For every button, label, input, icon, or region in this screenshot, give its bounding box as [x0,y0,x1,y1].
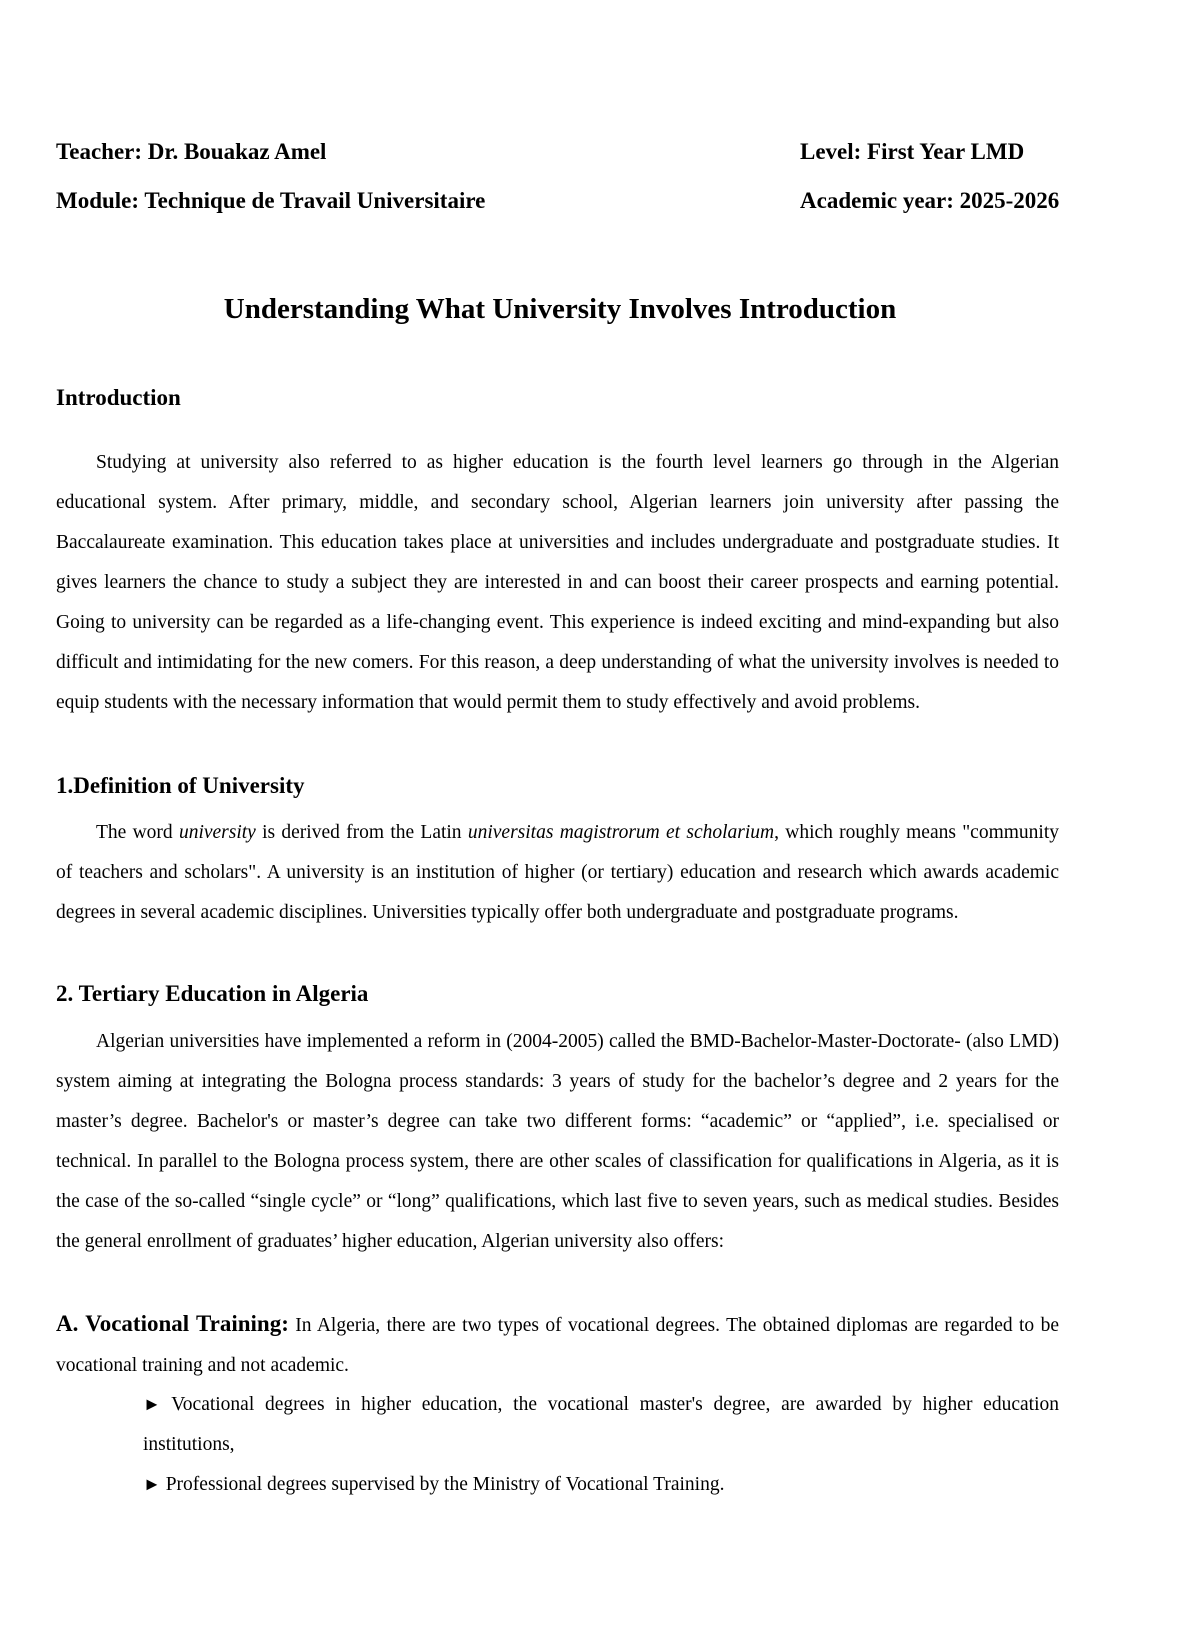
bullet-arrow-icon: ► [143,1394,161,1414]
vocational-bullet-item [143,1384,1059,1465]
definition-term: university [178,822,256,843]
vocational-training-text: In Algeria, there are two types of vocational degrees. The obtained diplomas are regarded to be vocational training and not academic. [56,1315,1059,1376]
module-label: Module: Technique de Travail Universitaire [56,188,486,213]
definition-text-2: is derived from the Latin [255,822,468,843]
vocational-bullet-item [143,1464,1059,1505]
tertiary-education-paragraph: Algerian universities have implemented a reform in (2004-2005) called the BMD-Bachelor-Master-Doctorate- (also LMD) system aiming at integrating the Bologna process standards: 3 years of study for the bachelor’s degree and 2 years for the master’s degree. Bachelor's or master’s degree can take two different forms: “academic” or “applied”, i.e. specialised or technical. In parallel to the Bologna process system, there are other scales of classification for qualifications in Algeria, as it is the case of the so-called “single cycle” or “long” qualifications, which last five to seven years, such as medical studies. Besides the general enrollment of graduates’ higher education, Algerian university also offers: [56,1031,1059,1252]
vocational-bullet-text: Vocational degrees in higher education, the vocational master's degree, are awarded by higher education institutions, [143,1394,1059,1455]
definition-text-3: , which roughly means "community of teachers and scholars". A university is an institution of higher (or tertiary) education and research which awards academic degrees in several academic disciplines. Universities typically offer both undergraduate and postgraduate programs. [56,822,1059,923]
document-title: Understanding What University Involves Introduction [223,293,897,325]
vocational-training-heading: A. Vocational Training: [56,1311,289,1336]
academic-year-label: Academic year: 2025-2026 [800,188,1060,213]
introduction-paragraph: Studying at university also referred to as higher education is the fourth level learners go through in the Algerian educational system. After primary, middle, and secondary school, Algerian learners join university after passing the Baccalaureate examination. This education takes place at universities and includes undergraduate and postgraduate studies. It gives learners the chance to study a subject they are interested in and can boost their career prospects and earning potential. Going to university can be regarded as a life-changing event. This experience is indeed exciting and mind-expanding but also difficult and intimidating for the new comers. For this reason, a deep understanding of what the university involves is needed to equip students with the necessary information that would permit them to study effectively and avoid problems. [56,452,1059,713]
tertiary-education-heading: 2. Tertiary Education in Algeria [56,981,369,1006]
definition-text-1: The word [96,822,179,843]
introduction-heading: Introduction [56,385,181,410]
definition-heading: 1.Definition of University [56,773,305,798]
definition-paragraph [56,813,1059,933]
level-label: Level: First Year LMD [800,139,1025,164]
teacher-label: Teacher: Dr. Bouakaz Amel [56,139,327,164]
vocational-training-paragraph [56,1304,1059,1386]
bullet-arrow-icon: ► [143,1474,161,1494]
definition-latin-phrase: universitas magistrorum et scholarium [467,822,775,843]
vocational-bullet-text: Professional degrees supervised by the Ministry of Vocational Training. [165,1474,725,1495]
